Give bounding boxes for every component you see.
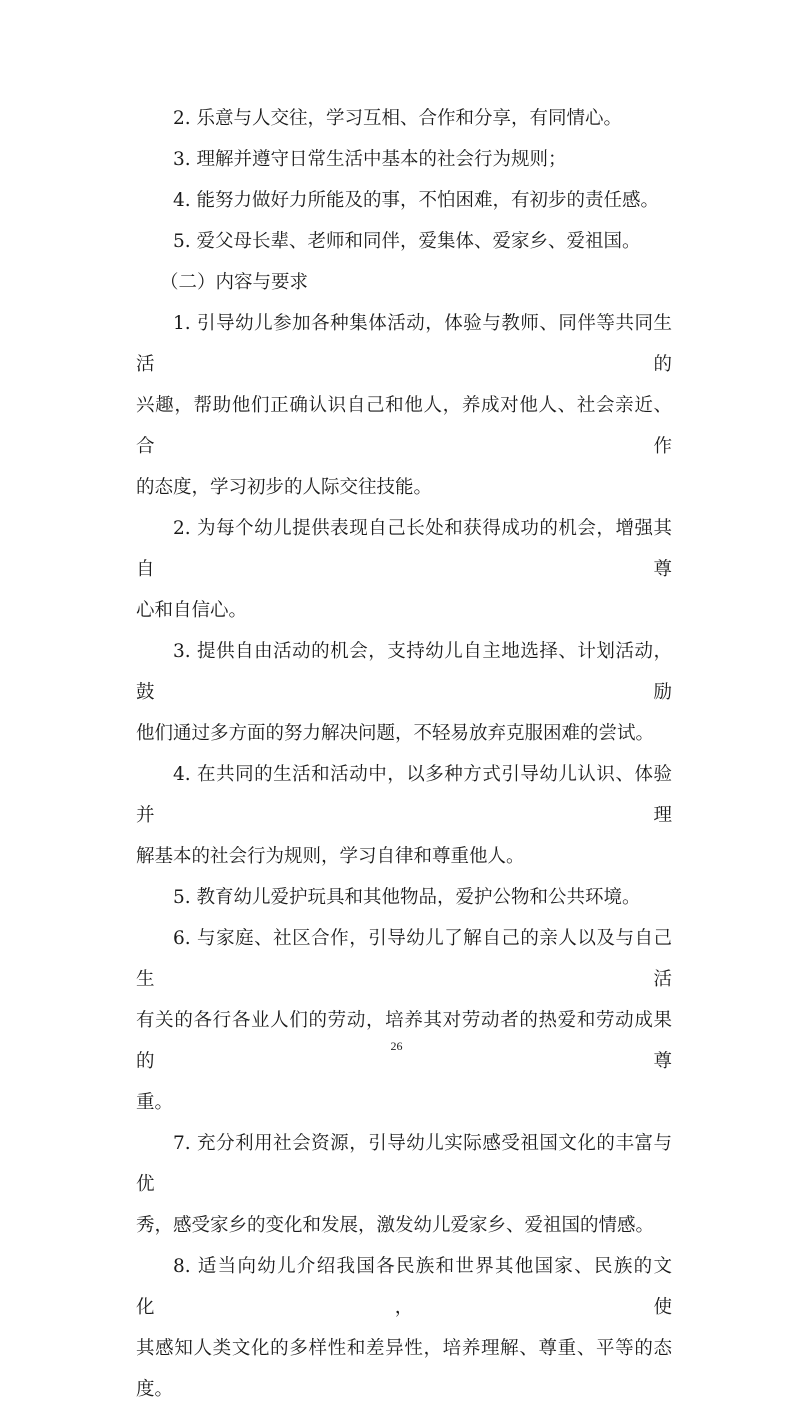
text-line: 心和自信心。: [136, 600, 248, 621]
text-line: 8. 适当向幼儿介绍我国各民族和世界其他国家、民族的文化，使: [136, 1256, 672, 1318]
text-line: 有关的各行各业人们的劳动，培养其对劳动者的热爱和劳动成果的尊: [136, 1010, 672, 1072]
goal-item-5: [136, 221, 672, 262]
text-line: 1. 引导幼儿参加各种集体活动，体验与教师、同伴等共同生活的: [136, 313, 672, 375]
text-line: 3. 理解并遵守日常生活中基本的社会行为规则；: [173, 149, 567, 170]
text-line: 5. 教育幼儿爱护玩具和其他物品，爱护公物和公共环境。: [173, 887, 641, 908]
text-line: 2. 为每个幼儿提供表现自己长处和获得成功的机会，增强其自尊: [136, 518, 672, 580]
content-item-1: [136, 303, 672, 508]
text-line: 其感知人类文化的多样性和差异性，培养理解、尊重、平等的态度。: [136, 1338, 672, 1400]
content-item-4: [136, 754, 672, 877]
section-heading: [136, 262, 672, 303]
content-item-3: [136, 631, 672, 754]
text-line: 兴趣，帮助他们正确认识自己和他人，养成对他人、社会亲近、合作: [136, 395, 672, 457]
text-line: 重。: [136, 1092, 174, 1113]
text-line: 的态度，学习初步的人际交往技能。: [136, 477, 433, 498]
text-line: 他们通过多方面的努力解决问题，不轻易放弃克服困难的尝试。: [136, 723, 655, 744]
text-line: 4. 在共同的生活和活动中，以多种方式引导幼儿认识、体验并理: [136, 764, 672, 826]
document-body: [136, 98, 672, 1410]
text-line: 4. 能努力做好力所能及的事，不怕困难，有初步的责任感。: [173, 190, 660, 211]
text-line: 6. 与家庭、社区合作，引导幼儿了解自己的亲人以及与自己生活: [136, 928, 672, 990]
content-item-8: [136, 1246, 672, 1410]
content-item-7: [136, 1123, 672, 1246]
text-line: 秀，感受家乡的变化和发展，激发幼儿爱家乡、爱祖国的情感。: [136, 1215, 655, 1236]
text-line: （二）内容与要求: [160, 272, 309, 293]
content-item-2: [136, 508, 672, 631]
goal-item-3: [136, 139, 672, 180]
page-number: 26: [390, 1039, 403, 1053]
text-line: 解基本的社会行为规则，学习自律和尊重他人。: [136, 846, 525, 867]
text-line: 7. 充分利用社会资源，引导幼儿实际感受祖国文化的丰富与优: [136, 1133, 672, 1195]
text-line: 5. 爱父母长辈、老师和同伴，爱集体、爱家乡、爱祖国。: [173, 231, 641, 252]
text-line: 2. 乐意与人交往，学习互相、合作和分享，有同情心。: [173, 108, 623, 129]
goal-item-2: [136, 98, 672, 139]
goal-item-4: [136, 180, 672, 221]
text-line: 3. 提供自由活动的机会，支持幼儿自主地选择、计划活动，鼓励: [136, 641, 672, 703]
content-item-5: [136, 877, 672, 918]
content-item-6: [136, 918, 672, 1123]
